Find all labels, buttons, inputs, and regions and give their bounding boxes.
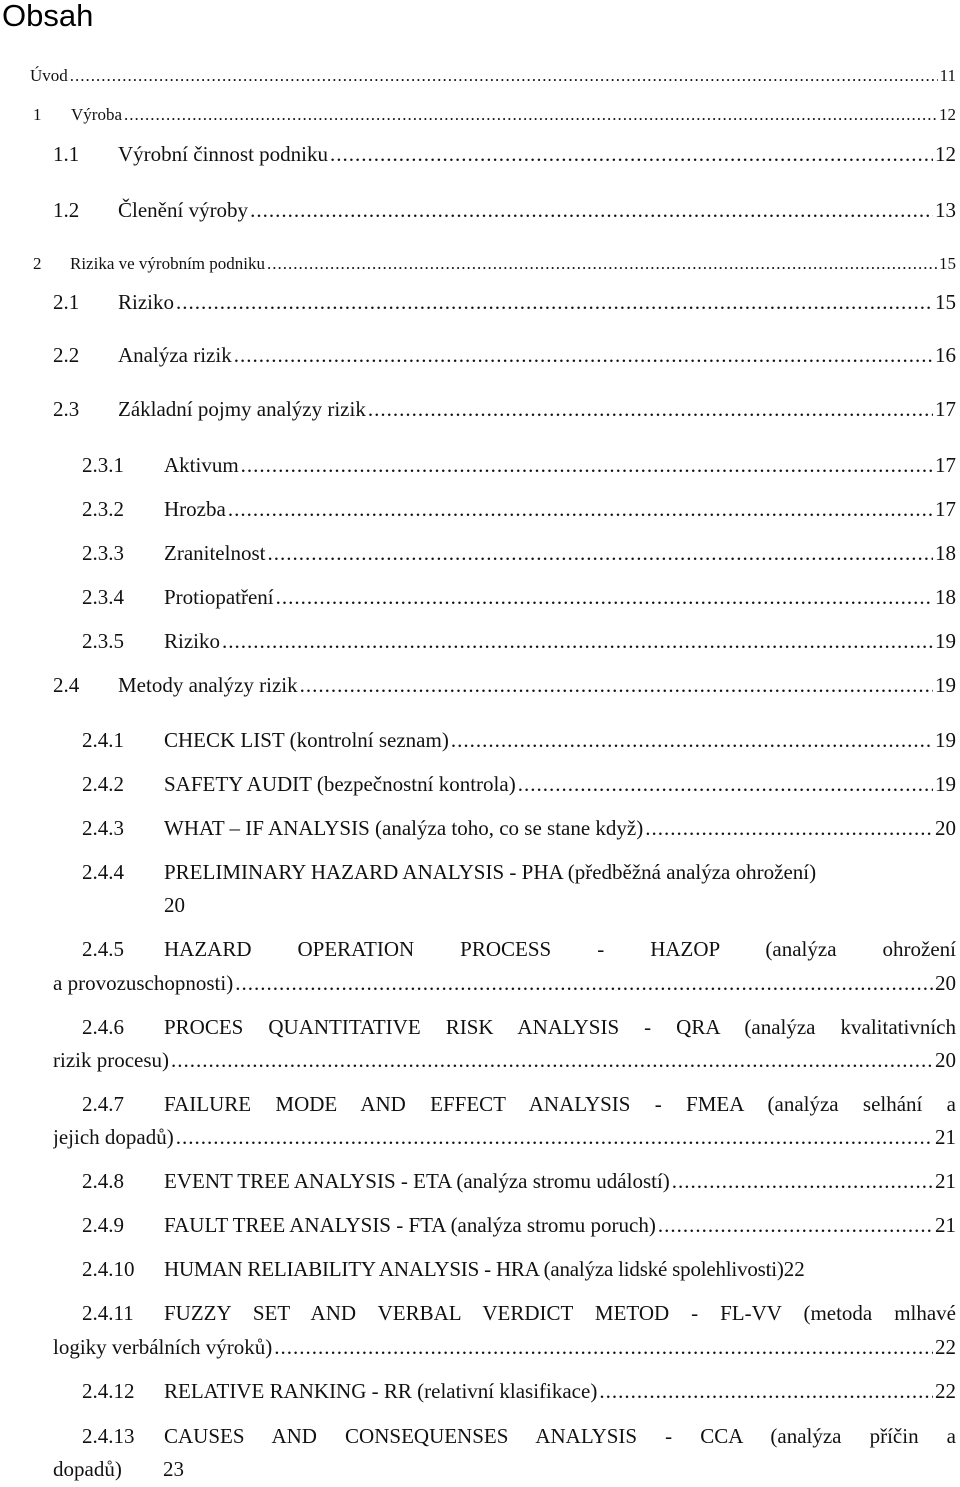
- toc-entry-title: RELATIVE RANKING - RR (relativní klasifikace): [164, 1379, 598, 1403]
- toc-entry-title: Výroba: [71, 105, 122, 124]
- toc-entry-number: 2.4.4: [82, 860, 124, 884]
- toc-leader-dots: [368, 397, 933, 422]
- toc-entry-page: 22: [935, 1379, 956, 1403]
- toc-entry-number: 1.2: [53, 198, 80, 222]
- toc-entry-page: 18: [935, 541, 956, 565]
- toc-leader-dots: [171, 1048, 933, 1073]
- toc-entry-number: 2.4.5: [82, 937, 124, 961]
- toc-entry-number: 2.3.5: [82, 629, 124, 653]
- toc-entry-number: 2.2: [53, 343, 80, 367]
- toc-entry-title: Protiopatření: [164, 585, 274, 609]
- toc-leader-dots: [234, 343, 933, 368]
- toc-entry-page: 20: [164, 893, 185, 917]
- toc-leader-dots: [518, 772, 933, 797]
- toc-entry-title-continued: dopadů): [53, 1457, 122, 1481]
- toc-entry-title: EVENT TREE ANALYSIS - ETA (analýza stromu událostí): [164, 1169, 670, 1193]
- toc-entry-page: 18: [935, 585, 956, 609]
- toc-leader-dots: [176, 1125, 933, 1150]
- toc-entry-page: 13: [935, 198, 956, 222]
- toc-leader-dots: [70, 66, 938, 86]
- toc-leader-dots: [276, 585, 933, 610]
- toc-entry-page: 19: [935, 673, 956, 697]
- toc-entry-title: HUMAN RELIABILITY ANALYSIS - HRA (analýza lidské spolehlivosti): [164, 1257, 784, 1281]
- toc-entry-number: 2.4.1: [82, 728, 124, 752]
- toc-leader-dots: [176, 290, 933, 315]
- toc-leader-dots: [274, 1335, 933, 1360]
- toc-entry-page: 22: [783, 1257, 805, 1281]
- toc-leader-dots: [250, 198, 933, 223]
- toc-entry-number: 2.4.8: [82, 1169, 124, 1193]
- toc-entry-page: 23: [163, 1457, 184, 1481]
- toc-leader-dots: [124, 105, 937, 125]
- toc-entry-title: PROCES QUANTITATIVE RISK ANALYSIS - QRA (analýza kvalitativních: [164, 1015, 956, 1039]
- toc-entry-title: HAZARD OPERATION PROCESS - HAZOP (analýza ohrožení: [164, 937, 956, 961]
- toc-entry-title: CAUSES AND CONSEQUENSES ANALYSIS - CCA (analýza příčin a: [164, 1424, 956, 1448]
- toc-entry-page: 17: [935, 397, 956, 421]
- toc-entry-title: FAILURE MODE AND EFFECT ANALYSIS - FMEA (analýza selhání a: [164, 1092, 956, 1116]
- toc-entry-title-continued: rizik procesu): [53, 1048, 170, 1072]
- toc-entry-page: 20: [935, 816, 956, 840]
- toc-entry-number: 2.3.1: [82, 453, 124, 477]
- toc-entry-page: 20: [935, 1048, 956, 1072]
- toc-leader-dots: [267, 254, 937, 274]
- toc-entry-title: Riziko: [164, 629, 220, 653]
- toc-leader-dots: [672, 1169, 933, 1194]
- toc-entry-page: 22: [935, 1335, 956, 1359]
- toc-entry-title: Aktivum: [164, 453, 239, 477]
- toc-entry-page: 20: [935, 971, 956, 995]
- toc-entry-title: Základní pojmy analýzy rizik: [118, 397, 366, 421]
- toc-entry-number: 2.4.2: [82, 772, 124, 796]
- toc-entry-title-continued: logiky verbálních výroků): [53, 1335, 273, 1359]
- toc-entry-number: 2.1: [53, 290, 80, 314]
- toc-leader-dots: [645, 816, 933, 841]
- toc-entry-title: Riziko: [118, 290, 174, 314]
- toc-leader-dots: [235, 971, 933, 996]
- toc-entry-number: 2.3.4: [82, 585, 124, 609]
- toc-entry-title: Zranitelnost: [164, 541, 266, 565]
- toc-entry-title: PRELIMINARY HAZARD ANALYSIS - PHA (předběžná analýza ohrožení): [164, 860, 817, 884]
- toc-entry-number: 2.4.13: [82, 1424, 135, 1448]
- toc-entry-number: 2.4.7: [82, 1092, 124, 1116]
- toc-entry-title: Výrobní činnost podniku: [118, 142, 328, 166]
- toc-entry-title: CHECK LIST (kontrolní seznam): [164, 728, 449, 752]
- toc-entry-page: 21: [935, 1125, 956, 1149]
- toc-entry-number: 2.4: [53, 673, 80, 697]
- toc-entry-page: 17: [935, 497, 956, 521]
- toc-entry-number: 2.3.3: [82, 541, 124, 565]
- toc-entry-number: 2.4.12: [82, 1379, 135, 1403]
- toc-entry-number: 2.4.6: [82, 1015, 124, 1039]
- toc-entry-number: 2.3: [53, 397, 80, 421]
- toc-entry-title: Metody analýzy rizik: [118, 673, 298, 697]
- toc-entry-page: 21: [935, 1213, 956, 1237]
- toc-entry-page: 12: [939, 105, 956, 124]
- toc-leader-dots: [241, 453, 933, 478]
- toc-entry-title: Rizika ve výrobním podniku: [70, 254, 266, 273]
- toc-entry-page: 21: [935, 1169, 956, 1193]
- toc-leader-dots: [451, 728, 933, 753]
- toc-entry-title-continued: a provozuschopnosti): [53, 971, 234, 995]
- toc-entry-number: 2.4.9: [82, 1213, 124, 1237]
- toc-entry-title: Úvod: [30, 66, 68, 85]
- toc-entry-page: 16: [935, 343, 956, 367]
- toc-entry-title: SAFETY AUDIT (bezpečnostní kontrola): [164, 772, 516, 796]
- toc-entry-title: WHAT – IF ANALYSIS (analýza toho, co se stane když): [164, 816, 644, 840]
- toc-entry-title: Hrozba: [164, 497, 226, 521]
- toc-entry-title: Členění výroby: [118, 198, 249, 222]
- toc-entry-title-continued: jejich dopadů): [53, 1125, 174, 1149]
- toc-entry-number: 2.3.2: [82, 497, 124, 521]
- toc-entry-number: 2.4.3: [82, 816, 124, 840]
- toc-entry-page: 17: [935, 453, 956, 477]
- toc-entry-page: 11: [939, 66, 956, 85]
- toc-entry-title: Analýza rizik: [118, 343, 232, 367]
- toc-entry-number: 2: [33, 254, 42, 273]
- toc-leader-dots: [222, 629, 933, 654]
- toc-leader-dots: [267, 541, 933, 566]
- toc-leader-dots: [330, 142, 933, 167]
- toc-entry-page: 15: [939, 254, 956, 273]
- toc-entry-page: 19: [935, 728, 956, 752]
- toc-entry-number: 1.1: [53, 142, 80, 166]
- toc-entry-page: 12: [935, 142, 956, 166]
- toc-leader-dots: [300, 673, 933, 698]
- toc-entry-page: 19: [935, 629, 956, 653]
- toc-entry-page: 19: [935, 772, 956, 796]
- toc-leader-dots: [228, 497, 933, 522]
- toc-entry-number: 1: [33, 105, 42, 124]
- toc-leader-dots: [599, 1379, 933, 1404]
- toc-entry-number: 2.4.10: [82, 1257, 135, 1281]
- toc-entry-page: 15: [935, 290, 956, 314]
- toc-entry-title: FAULT TREE ANALYSIS - FTA (analýza stromu poruch): [164, 1213, 656, 1237]
- toc-leader-dots: [658, 1213, 933, 1238]
- toc-entry-title: FUZZY SET AND VERBAL VERDICT METOD - FL-VV (metoda mlhavé: [164, 1301, 956, 1325]
- page-title: Obsah: [2, 0, 94, 33]
- toc-entry-number: 2.4.11: [82, 1301, 134, 1325]
